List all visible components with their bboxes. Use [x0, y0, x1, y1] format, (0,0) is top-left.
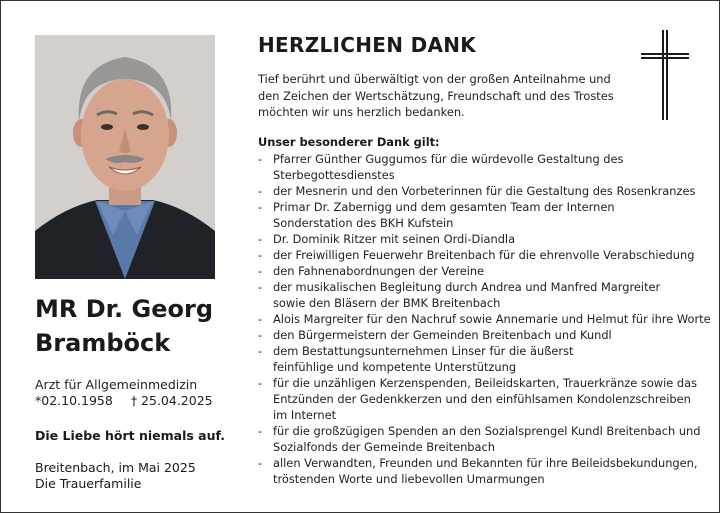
list-item-line: - dem Bestattungsunternehmen Linser für die äußerst — [273, 344, 574, 358]
intro-text — [258, 71, 618, 121]
portrait-photo-illustration — [35, 35, 215, 279]
birth-date: *02.10.1958 — [35, 393, 113, 408]
list-item — [258, 231, 711, 247]
intro-line: den Zeichen der Wertschätzung, Freundschaft und des Trostes — [258, 88, 614, 103]
list-item — [258, 247, 711, 263]
deceased-details — [35, 377, 213, 409]
list-item-line: Sonderstation des BKH Kufstein — [273, 216, 454, 230]
list-item-line: tröstenden Worte und liebevollen Umarmungen — [273, 472, 545, 486]
list-item-line: - Pfarrer Günther Guggumos für die würdevolle Gestaltung des — [273, 152, 624, 166]
latin-cross-icon — [641, 30, 689, 120]
list-item-line: - für die großzügigen Spenden an den Sozialsprengel Kundl Breitenbach und — [273, 424, 701, 438]
thanks-heading: Unser besonderer Dank gilt: — [258, 135, 440, 149]
list-item-line: Sozialfonds der Gemeinde Breitenbach — [273, 440, 496, 454]
list-item-line: feinfühlige und kompetente Unterstützung — [273, 360, 517, 374]
list-item — [258, 199, 711, 231]
list-item-line: Entzünden der Gedenkkerzen und den einfühlsamen Kondolenzschreiben — [273, 392, 691, 406]
list-item-line: - Dr. Dominik Ritzer mit seinen Ordi-Diandla — [273, 232, 516, 246]
name-line-2: Bramböck — [35, 329, 171, 357]
name-line-1: MR Dr. Georg — [35, 295, 214, 323]
list-item — [258, 375, 711, 423]
list-item-line: - der Mesnerin und den Vorbeterinnen für die Gestaltung des Rosenkranzes — [273, 184, 696, 198]
list-item — [258, 151, 711, 183]
list-item — [258, 343, 711, 375]
list-item — [258, 423, 711, 455]
list-item — [258, 183, 711, 199]
profession: Arzt für Allgemeinmedizin — [35, 377, 198, 392]
list-item — [258, 279, 711, 311]
intro-line: möchten wir uns herzlich bedanken. — [258, 105, 465, 119]
death-date: † 25.04.2025 — [130, 393, 213, 408]
list-item-line: - für die unzähligen Kerzenspenden, Beileidskarten, Trauerkränze sowie das — [273, 376, 698, 390]
motto: Die Liebe hört niemals auf. — [35, 428, 226, 443]
portrait-photo — [35, 35, 215, 279]
list-item-line: Sterbegottesdienstes — [273, 168, 395, 182]
list-item — [258, 311, 711, 327]
intro-line: Tief berührt und überwältigt von der großen Anteilnahme und — [258, 72, 611, 86]
list-item — [258, 455, 711, 487]
list-item — [258, 327, 711, 343]
closing-block — [35, 460, 196, 492]
list-item — [258, 263, 711, 279]
thanks-list — [258, 151, 711, 487]
list-item-line: - der Freiwilligen Feuerwehr Breitenbach für die ehrenvolle Verabschiedung — [273, 248, 695, 262]
page-title: HERZLICHEN DANK — [258, 33, 477, 57]
list-item-line: - der musikalischen Begleitung durch Andrea und Manfred Margreiter — [273, 280, 661, 294]
list-item-line: - den Fahnenabordnungen der Vereine — [273, 264, 485, 278]
signature: Die Trauerfamilie — [35, 476, 142, 491]
place-date: Breitenbach, im Mai 2025 — [35, 460, 196, 475]
deceased-name — [35, 292, 245, 360]
list-item-line: - allen Verwandten, Freunden und Bekannten für ihre Beileidsbekundungen, — [273, 456, 698, 470]
list-item-line: im Internet — [273, 408, 337, 422]
list-item-line: - Alois Margreiter für den Nachruf sowie Annemarie und Helmut für ihre Worte — [273, 312, 711, 326]
list-item-line: sowie den Bläsern der BMK Breitenbach — [273, 296, 501, 310]
list-item-line: - Primar Dr. Zabernigg und dem gesamten Team der Internen — [273, 200, 615, 214]
life-dates — [35, 393, 213, 409]
list-item-line: - den Bürgermeistern der Gemeinden Breitenbach und Kundl — [273, 328, 612, 342]
